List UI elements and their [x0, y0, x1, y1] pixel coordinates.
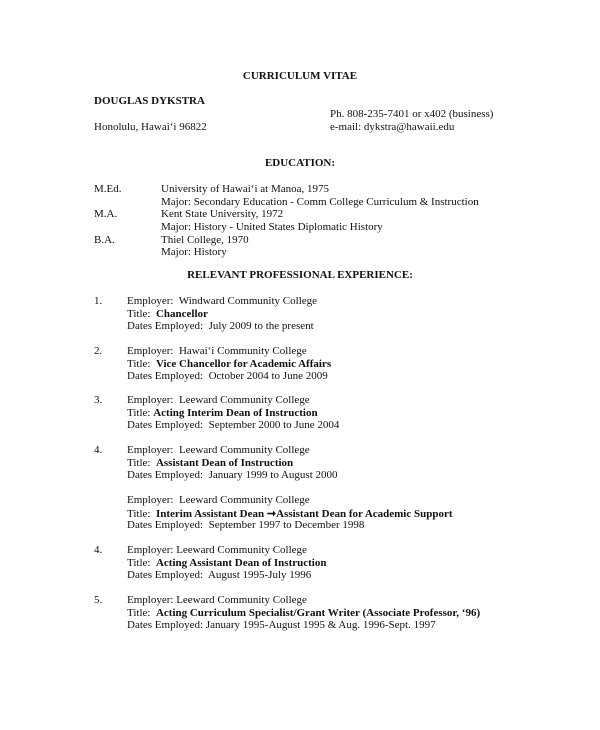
institution: Thiel College, 1970 [161, 234, 249, 246]
degree: B.A. [94, 234, 115, 246]
phone: Ph. 808-235-7401 or x402 (business) [330, 108, 494, 120]
job-number: 3. [94, 394, 103, 406]
job-title: Acting Curriculum Specialist/Grant Writer (Associate Professor, ‘96) [155, 607, 481, 619]
dates: September 2000 to June 2004 [208, 419, 340, 431]
dates: January 1999 to August 2000 [208, 469, 338, 481]
degree: M.Ed. [94, 183, 122, 195]
job-number: 2. [94, 345, 103, 357]
education-heading: EDUCATION: [264, 157, 336, 169]
experience-heading: RELEVANT PROFESSIONAL EXPERIENCE: [187, 269, 413, 281]
major: Major: Secondary Education - Comm College Curriculum & Instruction [161, 196, 479, 208]
employer-label: Employer: [127, 594, 174, 606]
job-number: 4. [94, 544, 103, 556]
title-line [127, 607, 480, 619]
job-title: Acting Assistant Dean of Instruction [155, 557, 327, 569]
degree: M.A. [94, 208, 118, 220]
dates: January 1995-August 1995 & Aug. 1996-Sept. 1997 [205, 619, 436, 631]
job-title-new: Assistant Dean for Academic Support [276, 508, 453, 520]
dates-line [127, 419, 339, 431]
dates-line [127, 519, 364, 531]
title-line [127, 407, 318, 419]
dates-label: Dates Employed: [127, 320, 204, 332]
employer: Leeward Community College [178, 494, 310, 506]
employer-label: Employer: [127, 544, 174, 556]
title-line [127, 557, 326, 569]
major: Major: History - United States Diplomatic History [161, 221, 383, 233]
employer-label: Employer: [127, 394, 174, 406]
title-line [127, 358, 331, 370]
dates-label: Dates Employed: [127, 519, 204, 531]
employer-line [127, 594, 307, 606]
dates-label: Dates Employed: [127, 619, 204, 631]
dates: July 2009 to the present [208, 320, 314, 332]
document-title: CURRICULUM VITAE [242, 70, 358, 82]
education-row [0, 246, 600, 259]
dates-label: Dates Employed: [127, 370, 204, 382]
job-title: Assistant Dean of Instruction [155, 457, 294, 469]
dates-label: Dates Employed: [127, 569, 204, 581]
title-line [127, 457, 293, 469]
title-label: Title: [127, 407, 151, 419]
dates-line [127, 469, 338, 481]
job-number: 1. [94, 295, 103, 307]
arrow-right-icon: ➞ [266, 508, 277, 520]
dates-line [127, 370, 328, 382]
employer-line [127, 444, 310, 456]
employer-label: Employer: [127, 345, 174, 357]
employer: Leeward Community College [176, 544, 307, 556]
employer: Leeward Community College [178, 444, 310, 456]
education-row [0, 221, 600, 234]
education-row [0, 208, 600, 221]
employer-label: Employer: [127, 494, 174, 506]
job-number: 4. [94, 444, 103, 456]
employer-line [127, 394, 310, 406]
dates: August 1995-July 1996 [207, 569, 312, 581]
job-title: Acting Interim Dean of Instruction [153, 407, 318, 419]
employer-label: Employer: [127, 295, 174, 307]
person-name: DOUGLAS DYKSTRA [94, 95, 205, 107]
institution: University of Hawai‘i at Manoa, 1975 [161, 183, 330, 195]
employer-line [127, 494, 310, 506]
employer-line [127, 345, 307, 357]
dates-label: Dates Employed: [127, 469, 204, 481]
dates-line [127, 619, 436, 631]
title-label: Title: [127, 508, 151, 520]
employer-line [127, 544, 307, 556]
job-title: Interim Assistant Dean [155, 508, 265, 520]
major: Major: History [161, 246, 227, 258]
dates: October 2004 to June 2009 [208, 370, 328, 382]
job-title: Vice Chancellor for Academic Affairs [155, 358, 332, 370]
title-label: Title: [127, 358, 151, 370]
title-line [127, 308, 208, 320]
employer: Leeward Community College [178, 394, 310, 406]
institution: Kent State University, 1972 [161, 208, 284, 220]
dates-line [127, 320, 314, 332]
dates-label: Dates Employed: [127, 419, 204, 431]
employer-line [127, 295, 317, 307]
title-label: Title: [127, 457, 151, 469]
email: e-mail: dykstra@hawaii.edu [330, 121, 455, 133]
employer: Hawai‘i Community College [178, 345, 307, 357]
location: Honolulu, Hawai‘i 96822 [94, 121, 207, 133]
job-title: Chancellor [155, 308, 208, 320]
title-label: Title: [127, 308, 151, 320]
dates-line [127, 569, 311, 581]
employer: Leeward Community College [176, 594, 307, 606]
employer: Windward Community College [178, 295, 318, 307]
title-label: Title: [127, 557, 151, 569]
education-row [0, 183, 600, 196]
title-label: Title: [127, 607, 151, 619]
job-number: 5. [94, 594, 103, 606]
dates: September 1997 to December 1998 [208, 519, 365, 531]
employer-label: Employer: [127, 444, 174, 456]
